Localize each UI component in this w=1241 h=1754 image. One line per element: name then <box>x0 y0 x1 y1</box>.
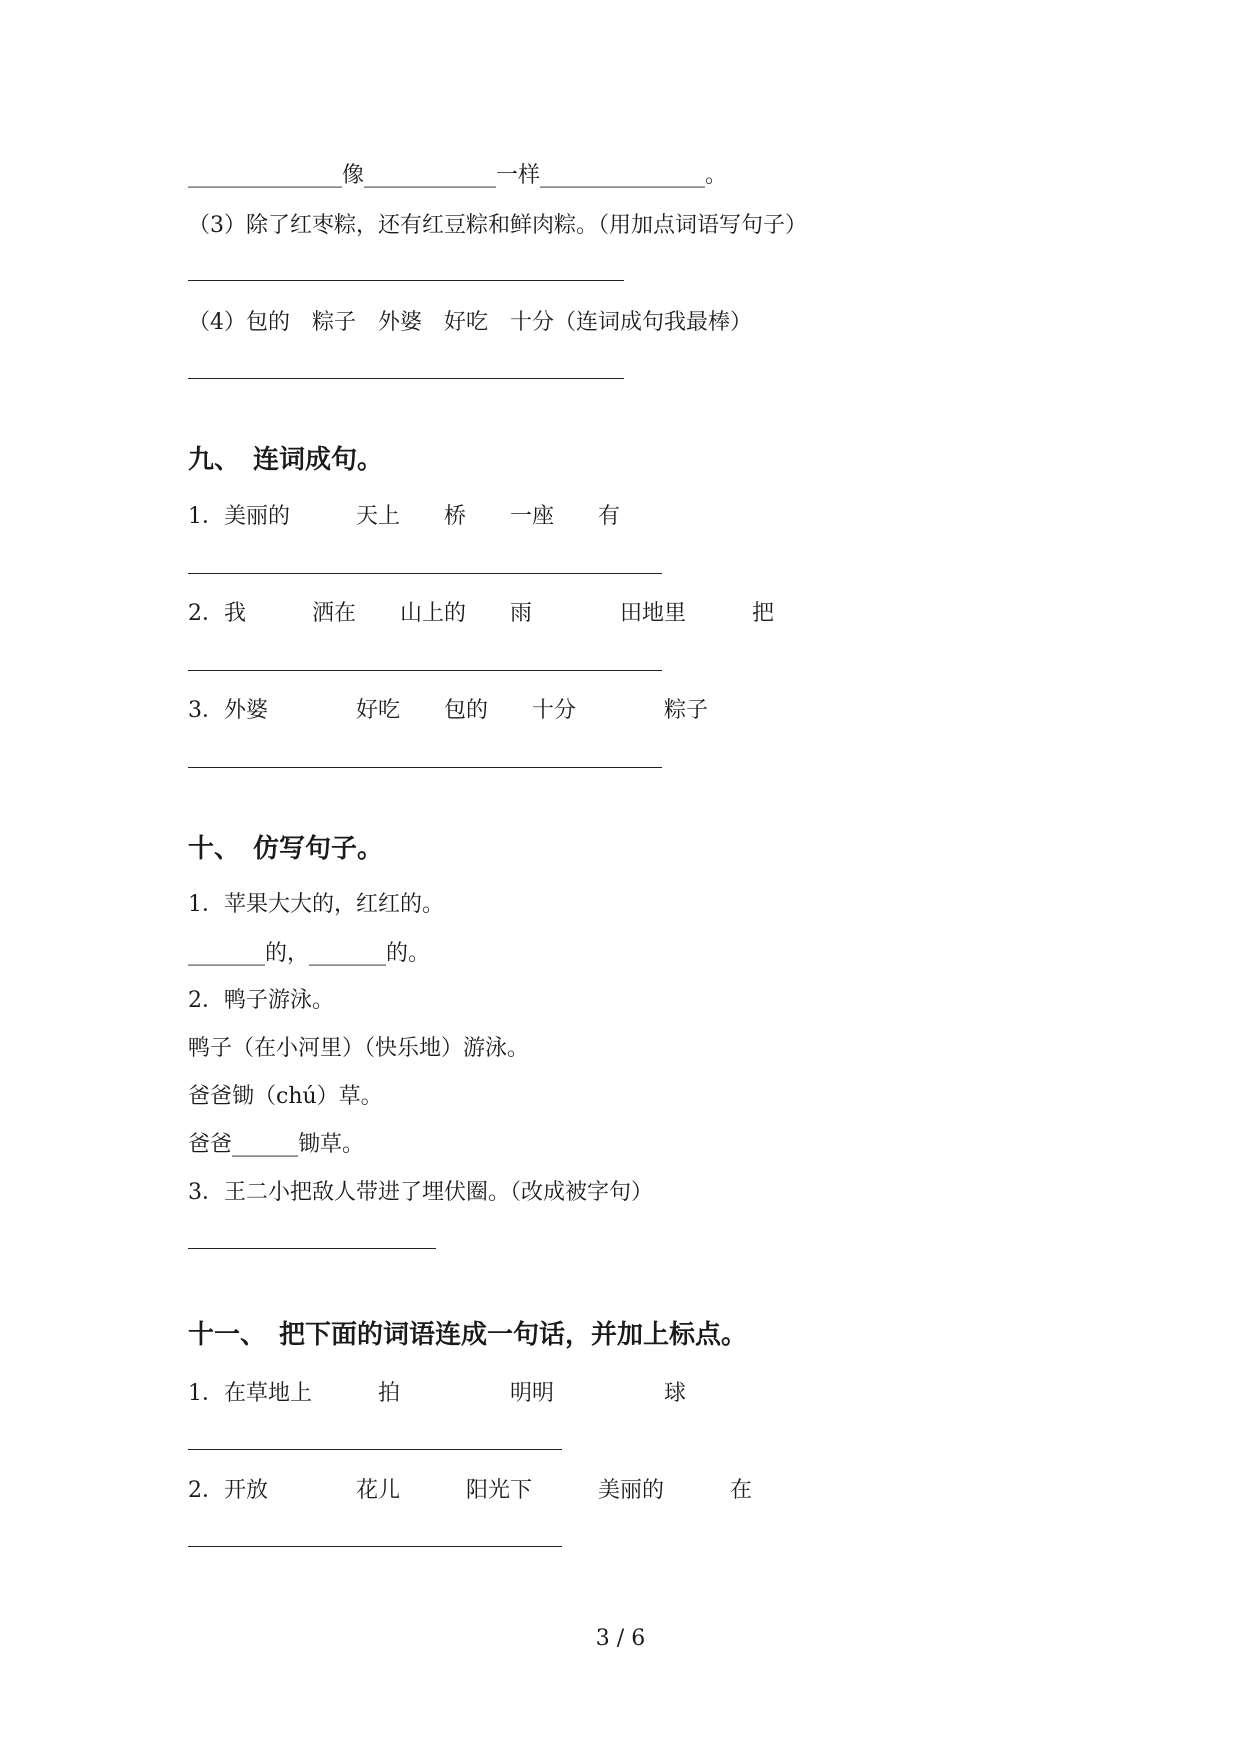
text-line: 1．在草地上 拍 明明 球 <box>188 1381 686 1406</box>
section-heading: 九、 连词成句。 <box>188 445 384 475</box>
answer-line[interactable] <box>188 670 662 671</box>
text-line: ______________像____________一样_______________。 <box>188 163 728 188</box>
answer-line[interactable] <box>188 767 662 768</box>
text-line: 3．王二小把敌人带进了埋伏圈。（改成被字句） <box>188 1180 653 1205</box>
text-line: 1．苹果大大的，红红的。 <box>188 892 444 917</box>
text-line: 2．开放 花儿 阳光下 美丽的 在 <box>188 1478 752 1503</box>
text-line: （3）除了红枣粽，还有红豆粽和鲜肉粽。（用加点词语写句子） <box>188 213 807 238</box>
text-line: _______的，_______的。 <box>188 941 431 966</box>
text-line: 爸爸______锄草。 <box>188 1132 365 1157</box>
section-heading: 十一、 把下面的词语连成一句话，并加上标点。 <box>188 1320 748 1350</box>
section-heading: 十、 仿写句子。 <box>188 834 384 864</box>
answer-line[interactable] <box>188 573 662 574</box>
text-line: 1．美丽的 天上 桥 一座 有 <box>188 504 620 529</box>
text-line: 3．外婆 好吃 包的 十分 粽子 <box>188 698 708 723</box>
text-line: 2．鸭子游泳。 <box>188 988 334 1013</box>
text-line: （4）包的 粽子 外婆 好吃 十分（连词成句我最棒） <box>188 310 752 335</box>
answer-line[interactable] <box>188 1546 562 1547</box>
page-number: 3 / 6 <box>595 1626 646 1651</box>
answer-line[interactable] <box>188 280 624 281</box>
answer-line[interactable] <box>188 378 624 379</box>
answer-line[interactable] <box>188 1449 562 1450</box>
text-line: 鸭子（在小河里）（快乐地）游泳。 <box>188 1036 530 1061</box>
text-line: 2．我 洒在 山上的 雨 田地里 把 <box>188 601 774 626</box>
answer-line[interactable] <box>188 1248 436 1249</box>
text-line: 爸爸锄（chú）草。 <box>188 1084 383 1109</box>
